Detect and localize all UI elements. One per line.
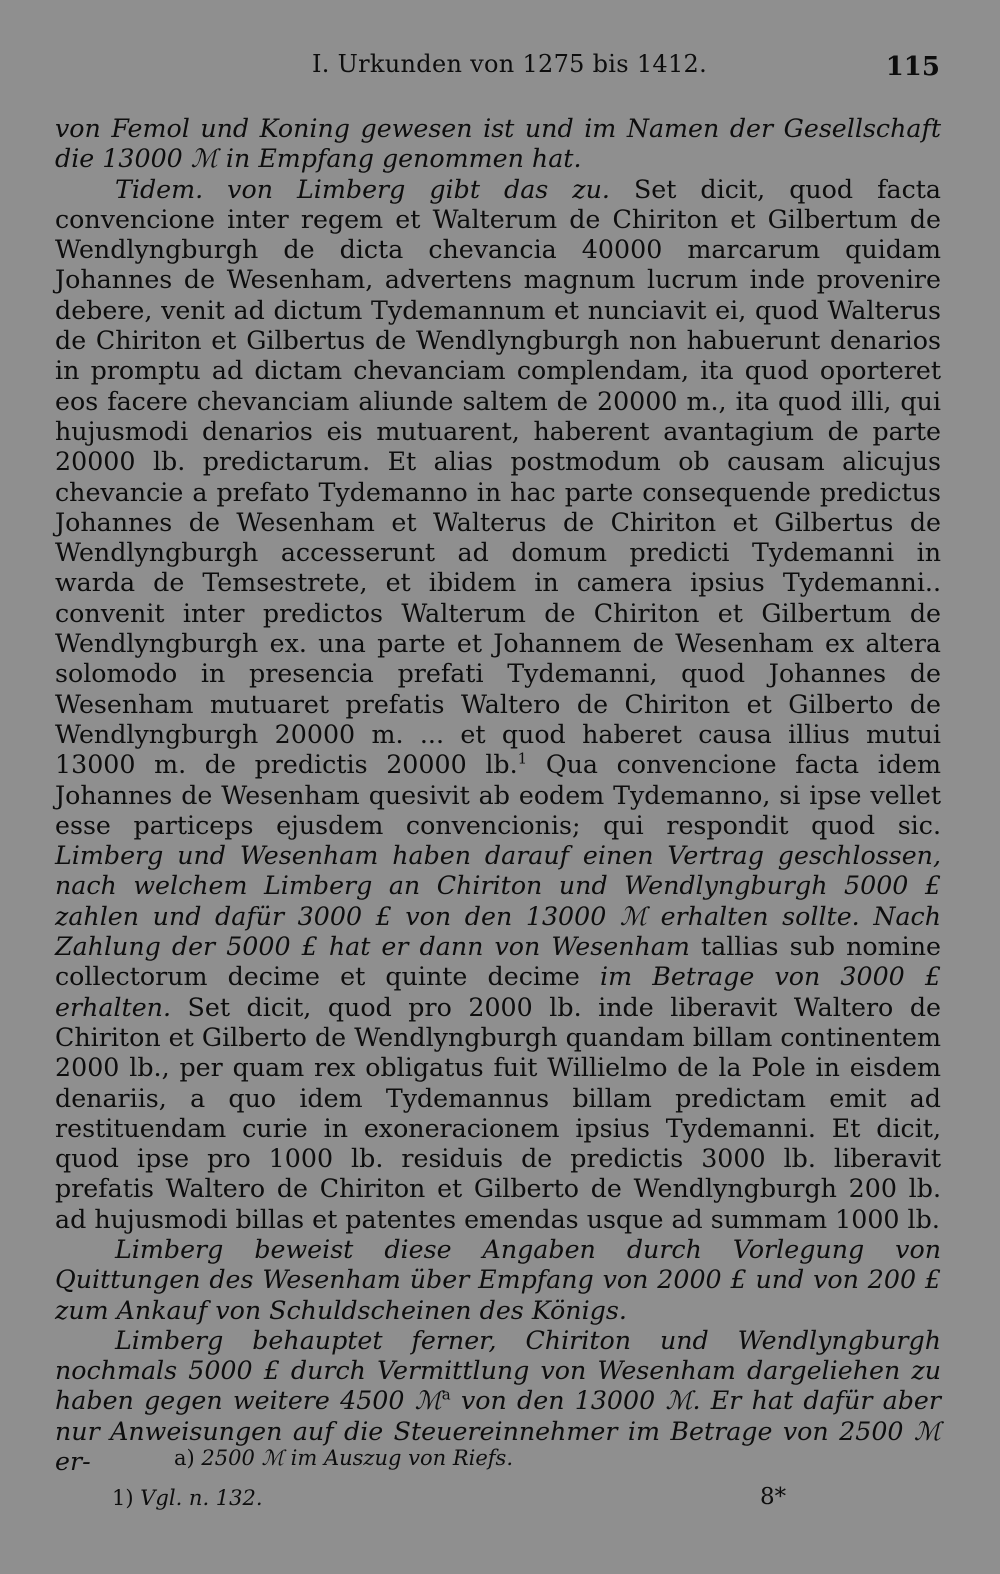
paragraph-1 bbox=[55, 114, 941, 175]
paragraph-2-german-1: Limberg und Wesenham haben darauf einen Vertrag geschlossen, nach welchem Limberg an Chiriton und Wendlyngburgh 5000 £ zahlen und dafür 3000 £ von den 13000 ℳ erhalten sollte. Nach Zahlung der 5000 £ hat er dann von Wesenham bbox=[55, 841, 941, 962]
paragraph-4-text-1: Limberg behauptet ferner, Chiriton und Wendlyngburgh nochmals 5000 £ durch Vermittlung von Wesenham dargeliehen zu haben gegen weitere 4500 ℳ bbox=[55, 1325, 941, 1416]
body-text bbox=[55, 114, 941, 1477]
footnote-1 bbox=[112, 1478, 513, 1518]
paragraph-2 bbox=[55, 175, 941, 1235]
paragraph-2-latin-1: Set dicit, quod facta convencione inter regem et Walterum de Chiriton et Gilbertum de Wendlyngburgh de dicta chevancia 40000 marcarum quidam Johannes de Wesenham, advertens magnum lucrum inde provenire debere, venit ad dictum Tydemannum et nunciavit ei, quod Walterus de Chiriton et Gilbertus de Wendlyngburgh non habuerunt denarios in promptu ad dictam chevanciam complendam, ita quod oporteret eos facere chevanciam aliunde saltem de 20000 m., ita quod illi, qui hujusmodi denarios eis mutuarent, haberent avantagium de parte 20000 lb. predictarum. Et alias postmodum ob causam alicujus chevancie a prefato Tydemanno in hac parte consequende predictus Johannes de Wesenham et Walterus de Chiriton et Gilbertus de Wendlyngburgh accesserunt ad domum predicti Tydemanni in warda de Temsestrete, et ibidem in camera ipsius Tydemanni.. convenit inter predictos Walterum de Chiriton et Gilbertum de Wendlyngburgh ex. una parte et Johannem de Wesenham ex altera solomodo in presencia prefati Tydemanni, quod Johannes de Wesenham mutuaret prefatis Waltero de Chiriton et Gilberto de Wendlyngburgh 20000 m. ... et quod haberet causa illius mutui 13000 m. de predictis 20000 lb. bbox=[55, 174, 941, 780]
paragraph-2-german-2: im Betrage von 3000 £ erhalten. bbox=[55, 962, 941, 1022]
footnote-1-text: Vgl. n. 132. bbox=[133, 1486, 263, 1510]
footnote-a-marker: a) bbox=[174, 1446, 195, 1470]
footnote-ref-a: a bbox=[441, 1386, 451, 1405]
running-head-title: I. Urkunden von 1275 bis 1412. bbox=[312, 50, 708, 78]
footnote-1-marker: 1) bbox=[112, 1486, 134, 1510]
paragraph-3-text: Limberg beweist diese Angaben durch Vorlegung von Quittungen des Wesenham über Empfang von 2000 £ und von 200 £ zum Ankauf von Schuldscheinen des Königs. bbox=[55, 1234, 941, 1325]
paragraph-2-latin-4: Set dicit, quod pro 2000 lb. inde liberavit Waltero de Chiriton et Gilberto de Wendlyngburgh quandam billam continentem 2000 lb., per quam rex obligatus fuit Willielmo de la Pole in eisdem denariis, a quo idem Tydemannus billam predictam emit ad restituendam curie in exoneracionem ipsius Tydemanni. Et dicit, quod ipse pro 1000 lb. residuis de predictis 3000 lb. liberavit prefatis Waltero de Chiriton et Gilberto de Wendlyngburgh 200 lb. ad hujusmodi billas et patentes emendas usque ad summam 1000 lb. bbox=[55, 992, 941, 1234]
signature-mark: 8* bbox=[760, 1484, 787, 1510]
paragraph-2-latin-3: tallias sub nomine collectorum decime et quinte decime bbox=[55, 932, 941, 992]
page-number: 115 bbox=[885, 52, 940, 82]
footnotes bbox=[112, 1438, 513, 1518]
footnote-a bbox=[112, 1438, 513, 1478]
footnote-ref-1: 1 bbox=[517, 749, 528, 768]
paragraph-3 bbox=[55, 1235, 941, 1326]
paragraph-4-text-2: von den 13000 ℳ. Er hat dafür aber nur Anweisungen auf die Steuereinnehmer im Betrage von 2500 ℳ er- bbox=[55, 1386, 941, 1477]
running-head bbox=[0, 48, 1000, 88]
paragraph-2-latin-2: Qua convencione facta idem Johannes de Wesenham quesivit ab eodem Tydemanno, si ipse vellet esse particeps ejusdem convencionis; qui respondit quod sic. bbox=[55, 750, 941, 840]
footnote-a-text: 2500 ℳ im Auszug von Riefs. bbox=[194, 1446, 514, 1470]
paragraph-1-text: von Femol und Koning gewesen ist und im Namen der Gesellschaft die 13000 ℳ in Empfang genommen hat. bbox=[55, 114, 941, 174]
paragraph-2-lead: Tidem. von Limberg gibt das zu. bbox=[115, 174, 610, 204]
